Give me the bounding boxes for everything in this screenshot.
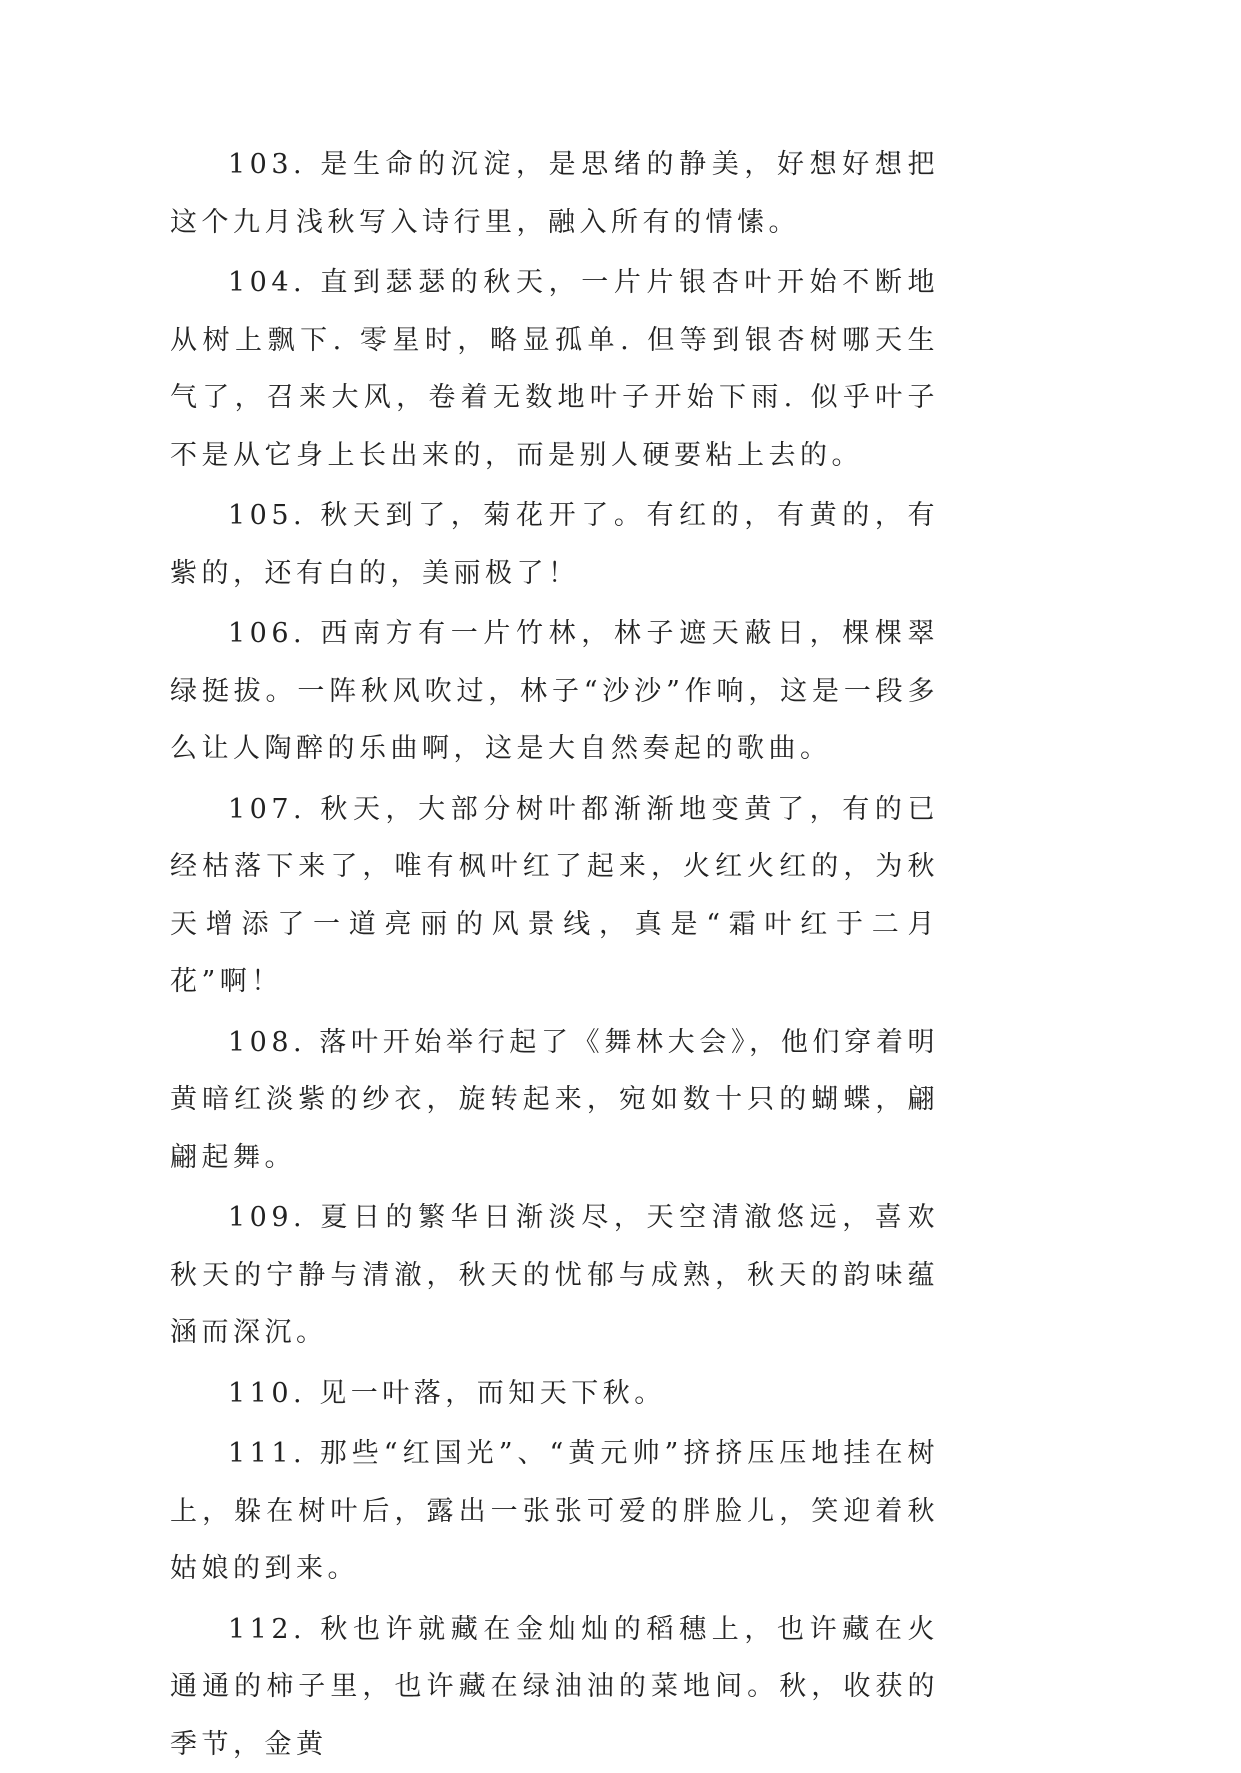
paragraph-109: 109. 夏日的繁华日渐淡尽，天空清澈悠远，喜欢秋天的宁静与清澈，秋天的忧郁与成熟，秋天的韵味蕴涵而深沉。 (170, 1189, 939, 1362)
paragraph-112: 112. 秋也许就藏在金灿灿的稻穗上，也许藏在火通通的柿子里，也许藏在绿油油的菜地间。秋，收获的季节，金黄 (170, 1601, 939, 1773)
paragraph-106: 106. 西南方有一片竹林，林子遮天蔽日，棵棵翠绿挺拔。一阵秋风吹过，林子“沙沙”作响，这是一段多么让人陶醉的乐曲啊，这是大自然奏起的歌曲。 (170, 605, 939, 778)
paragraph-111: 111. 那些“红国光”、“黄元帅”挤挤压压地挂在树上，躲在树叶后，露出一张张可爱的胖脸儿，笑迎着秋姑娘的到来。 (170, 1425, 939, 1598)
paragraph-108: 108. 落叶开始举行起了《舞林大会》，他们穿着明黄暗红淡紫的纱衣，旋转起来，宛如数十只的蝴蝶，翩翩起舞。 (170, 1014, 939, 1187)
paragraph-103: 103. 是生命的沉淀，是思绪的静美，好想好想把这个九月浅秋写入诗行里，融入所有的情愫。 (170, 136, 939, 251)
paragraph-105: 105. 秋天到了，菊花开了。有红的，有黄的，有紫的，还有白的，美丽极了！ (170, 487, 939, 602)
paragraph-110: 110. 见一叶落，而知天下秋。 (170, 1365, 939, 1423)
paragraph-104: 104. 直到瑟瑟的秋天，一片片银杏叶开始不断地从树上飘下. 零星时，略显孤单. 但等到银杏树哪天生气了，召来大风，卷着无数地叶子开始下雨. 似乎叶子不是从它身上长出来的，而是别人硬要粘上去的。 (170, 254, 939, 484)
paragraph-107: 107. 秋天，大部分树叶都渐渐地变黄了，有的已经枯落下来了，唯有枫叶红了起来，火红火红的，为秋天增添了一道亮丽的风景线，真是“霜叶红于二月花”啊！ (170, 781, 939, 1011)
